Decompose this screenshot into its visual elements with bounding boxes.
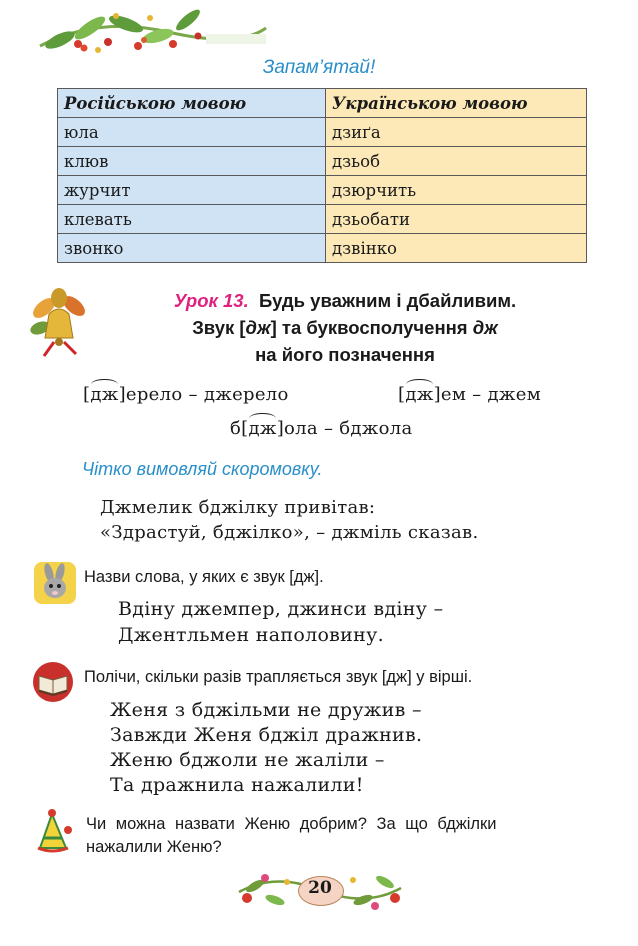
table-cell: юла (58, 118, 326, 147)
lesson-title-part: дж (245, 317, 271, 338)
table-cell: дзюрчить (326, 176, 587, 205)
page-number: 20 (308, 878, 332, 898)
table-cell: клюв (58, 147, 326, 176)
comparison-table (57, 88, 587, 263)
tongue-twister-label: Чітко вимовляй скоромовку. (82, 459, 323, 479)
example-part: [ (83, 384, 91, 405)
jester-icon (32, 808, 76, 854)
table-row (58, 147, 587, 176)
table-row (58, 176, 587, 205)
lesson-title-line2 (80, 314, 610, 341)
example-bdzhola (230, 418, 413, 439)
table-row (58, 234, 587, 263)
book-icon (32, 661, 74, 703)
garland-decoration (38, 6, 268, 58)
example-dzhem (398, 384, 541, 405)
example-part: ]ола – бджола (276, 418, 413, 439)
table-cell: дзиґа (326, 118, 587, 147)
poem-line: Женю бджоли не жаліли – (110, 749, 385, 771)
table-cell: дзьобати (326, 205, 587, 234)
table-cell: звонко (58, 234, 326, 263)
lesson-title-text: Будь уважним і дбайливим. (259, 290, 517, 311)
poem-line: Та дражнила нажалили! (110, 774, 364, 796)
task1-line: Вдіну джемпер, джинси вдіну – (118, 598, 444, 620)
example-part: б[ (230, 418, 249, 439)
example-part: ]ерело – джерело (118, 384, 289, 405)
task1-instruction: Назви слова, у яких є звук [дж]. (84, 568, 324, 586)
lesson-number: Урок 13. (173, 290, 249, 311)
lesson-title-line3: на його позначення (255, 344, 435, 365)
table-header-russian: Російською мовою (58, 89, 326, 118)
lesson-title-part: Звук [ (192, 317, 246, 338)
table-header-row (58, 89, 587, 118)
table-cell: клевать (58, 205, 326, 234)
table-cell: дзьоб (326, 147, 587, 176)
rabbit-icon (34, 562, 76, 604)
task1-line: Джентльмен наполовину. (118, 624, 384, 646)
lesson-title-part: дж (472, 317, 498, 338)
example-part: [ (398, 384, 406, 405)
digraph-arc: дж (90, 384, 119, 405)
memo-title: Запам’ятай! (262, 57, 376, 78)
lesson-title-part: ] та буквосполучення (270, 317, 473, 338)
table-cell: журчит (58, 176, 326, 205)
table-row (58, 205, 587, 234)
task3-line2: нажалили Женю? (86, 838, 222, 856)
table-cell: дзвінко (326, 234, 587, 263)
example-dzherelo (83, 384, 289, 405)
table-row (58, 118, 587, 147)
example-part: ]ем – джем (433, 384, 541, 405)
table-header-ukrainian: Українською мовою (326, 89, 587, 118)
poem-line: Завжди Женя бджіл дражнив. (110, 724, 423, 746)
task3-line1: Чи можна назвати Женю добрим? За що бджілки (86, 815, 497, 833)
task2-instruction: Полічи, скільки разів трапляється звук [дж] у вірші. (84, 668, 473, 686)
tongue-twister-line: Джмелик бджілку привітав: (100, 497, 376, 518)
lesson-title-line1 (80, 287, 610, 314)
poem-line: Женя з бджільми не дружив – (110, 699, 422, 721)
digraph-arc: дж (248, 418, 277, 439)
tongue-twister-line: «Здрастуй, бджілко», – джміль сказав. (100, 522, 479, 543)
digraph-arc: дж (405, 384, 434, 405)
